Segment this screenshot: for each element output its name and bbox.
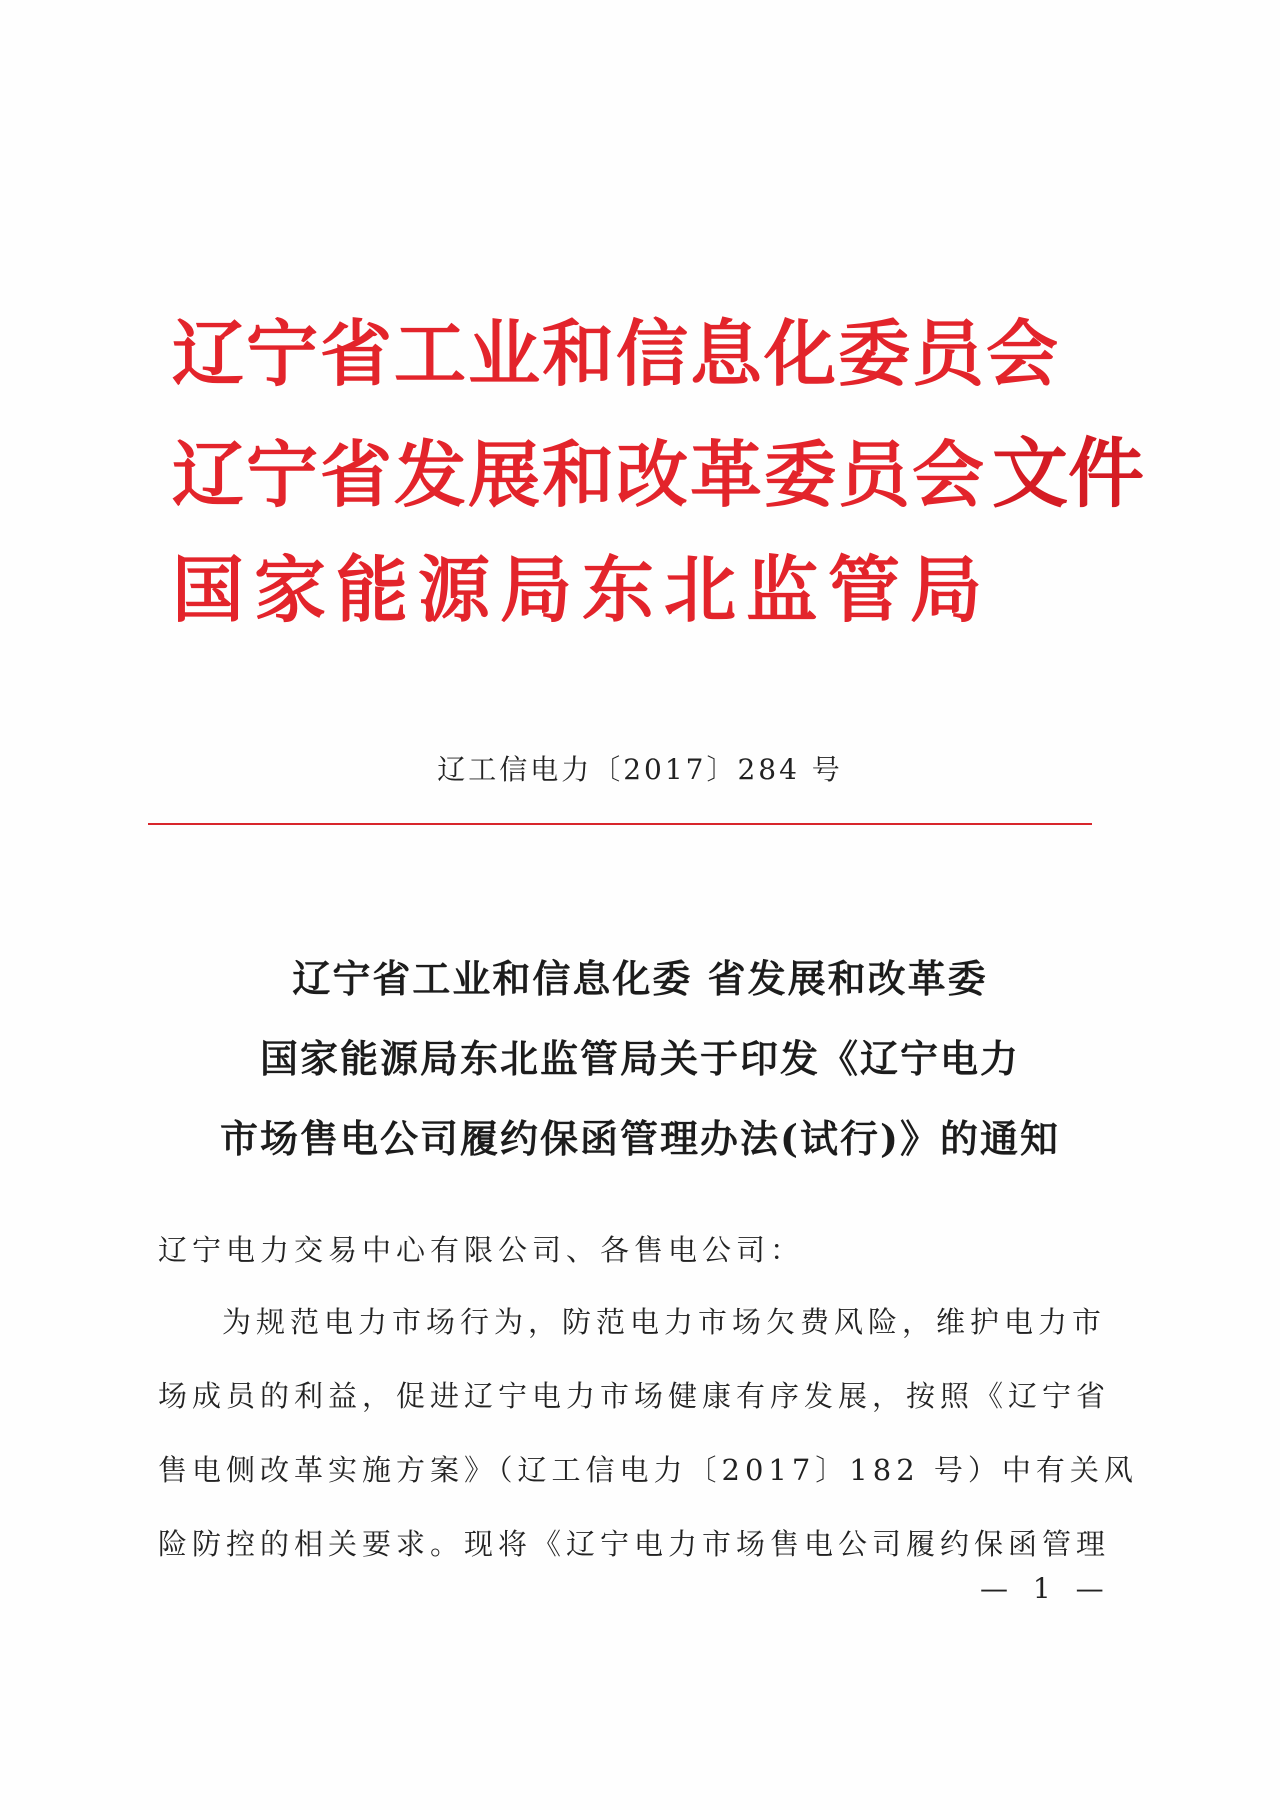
masthead-issuer-3: 国家能源局东北监管局 xyxy=(172,548,993,632)
red-divider-line xyxy=(148,823,1092,825)
body-paragraph xyxy=(158,1302,1138,1598)
title-line-3: 市场售电公司履约保函管理办法(试行)》的通知 xyxy=(220,1116,1060,1161)
body-line: 售电侧改革实施方案》（辽工信电力〔2017〕182 号）中有关风 xyxy=(158,1453,1138,1487)
masthead-issuer-1: 辽宁省工业和信息化委员会 xyxy=(172,312,1061,396)
addressee: 辽宁电力交易中心有限公司、各售电公司： xyxy=(158,1233,805,1267)
masthead-issuer-2 xyxy=(172,429,1145,518)
page-number: — 1 — xyxy=(980,1572,1112,1605)
body-line: 场成员的利益，促进辽宁电力市场健康有序发展，按照《辽宁省 xyxy=(158,1379,1111,1413)
body-line: 为规范电力市场行为，防范电力市场欠费风险，维护电力市 xyxy=(222,1305,1107,1339)
title-line-2: 国家能源局东北监管局关于印发《辽宁电力 xyxy=(259,1036,1020,1081)
masthead-document-label: 文件 xyxy=(992,429,1145,518)
masthead-issuer-2-text: 辽宁省发展和改革委员会 xyxy=(172,433,987,517)
document-number: 辽工信电力〔2017〕284 号 xyxy=(437,753,843,786)
document-title xyxy=(0,955,1280,1195)
body-line: 险防控的相关要求。现将《辽宁电力市场售电公司履约保函管理 xyxy=(158,1527,1111,1561)
title-line-1: 辽宁省工业和信息化委 省发展和改革委 xyxy=(292,956,988,1001)
